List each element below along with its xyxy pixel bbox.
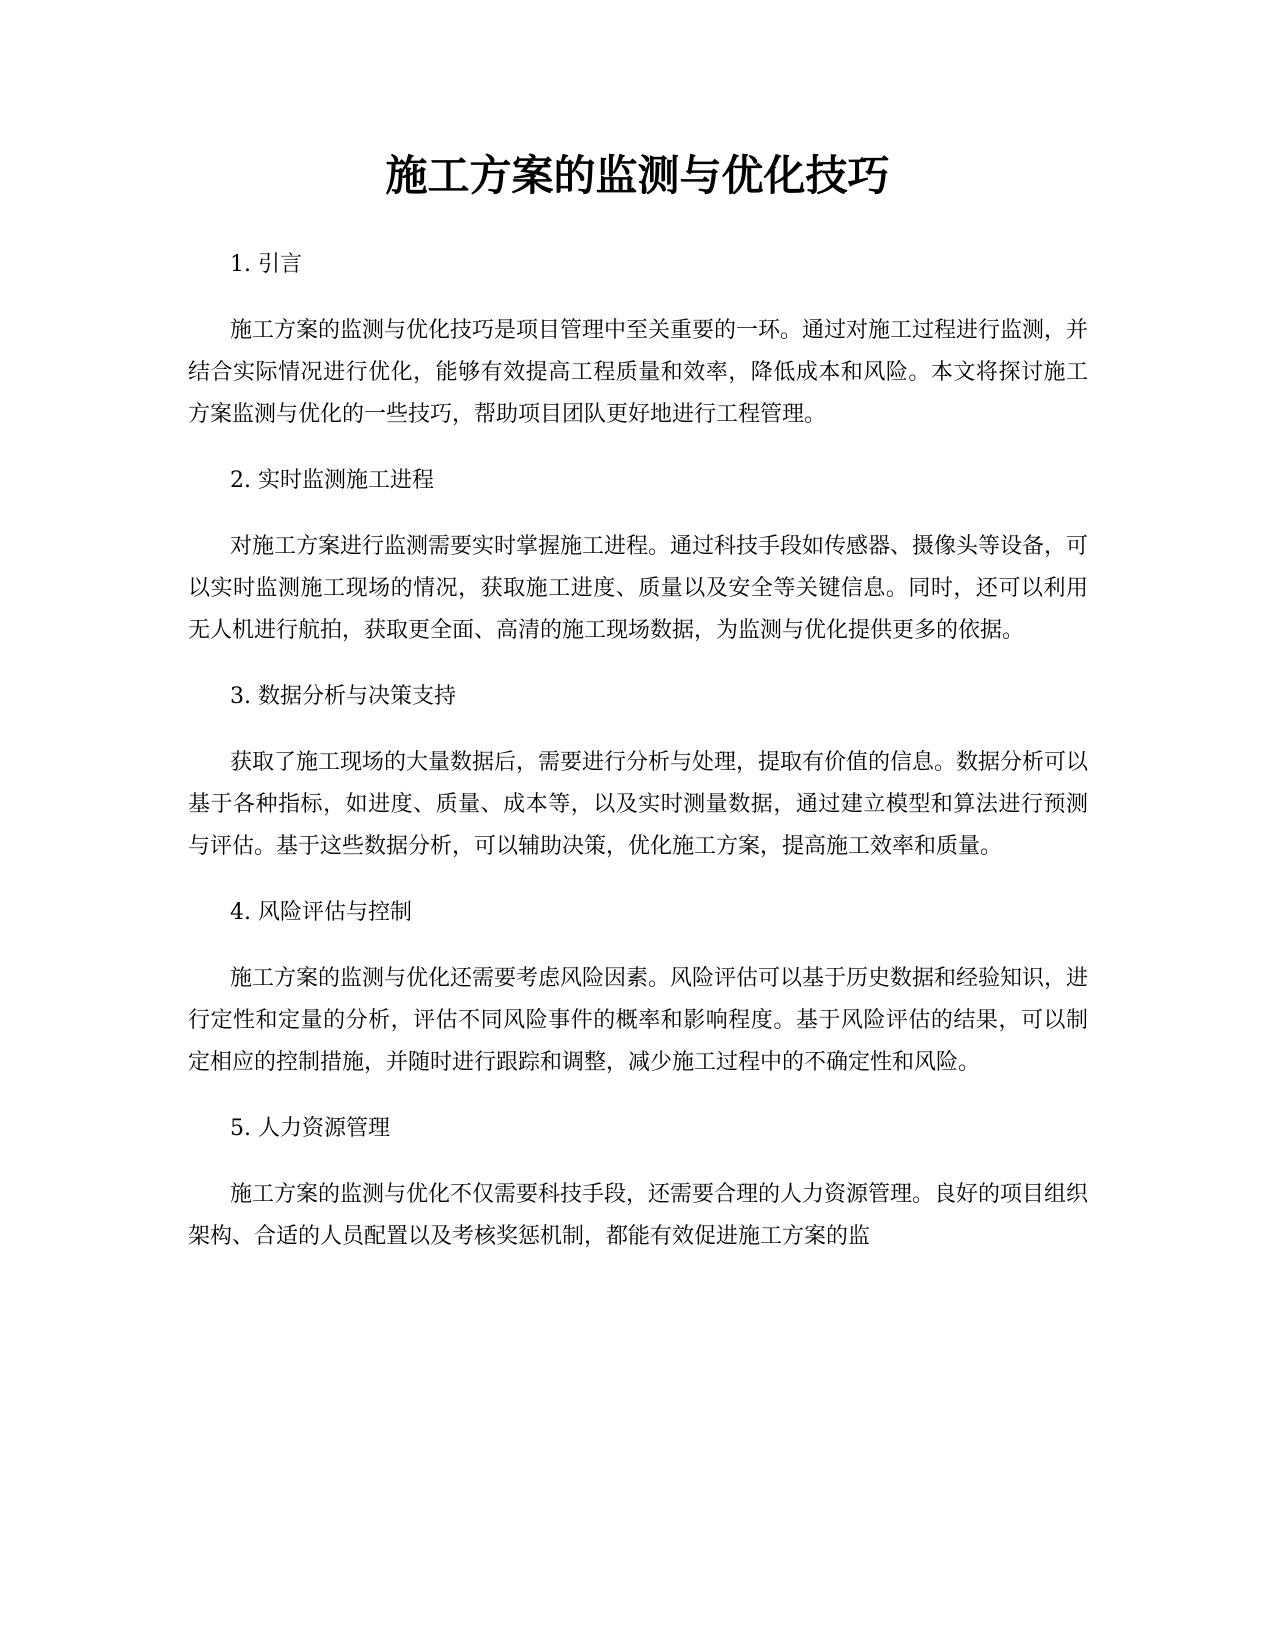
section-paragraph-risk-assessment: 施工方案的监测与优化还需要考虑风险因素。风险评估可以基于历史数据和经验知识，进行定性和定量的分析，评估不同风险事件的概率和影响程度。基于风险评估的结果，可以制定相应的控制措施，并随时进行跟踪和调整，减少施工过程中的不确定性和风险。 bbox=[188, 966, 1089, 1075]
section-heading-data-analysis: 3. 数据分析与决策支持 bbox=[230, 684, 456, 709]
section-heading-intro: 1. 引言 bbox=[230, 252, 302, 277]
spacer bbox=[188, 1084, 1088, 1108]
spacer bbox=[188, 436, 1088, 460]
spacer bbox=[188, 652, 1088, 676]
section-paragraph-realtime-monitoring: 对施工方案进行监测需要实时掌握施工进程。通过科技手段如传感器、摄像头等设备，可以实时监测施工现场的情况，获取施工进度、质量以及安全等关键信息。同时，还可以利用无人机进行航拍，获取更全面、高清的施工现场数据，为监测与优化提供更多的依据。 bbox=[188, 534, 1089, 643]
spacer bbox=[188, 934, 1088, 958]
spacer bbox=[188, 1150, 1088, 1174]
document-body bbox=[188, 244, 1088, 1258]
section-heading-realtime-monitoring: 2. 实时监测施工进程 bbox=[230, 468, 434, 493]
section-paragraph-human-resources: 施工方案的监测与优化不仅需要科技手段，还需要合理的人力资源管理。良好的项目组织架构、合适的人员配置以及考核奖惩机制，都能有效促进施工方案的监 bbox=[188, 1182, 1089, 1249]
section-heading-risk-assessment: 4. 风险评估与控制 bbox=[230, 900, 412, 925]
section-heading-human-resources: 5. 人力资源管理 bbox=[230, 1116, 390, 1141]
section-paragraph-intro: 施工方案的监测与优化技巧是项目管理中至关重要的一环。通过对施工过程进行监测，并结合实际情况进行优化，能够有效提高工程质量和效率，降低成本和风险。本文将探讨施工方案监测与优化的一些技巧，帮助项目团队更好地进行工程管理。 bbox=[188, 318, 1089, 427]
spacer bbox=[188, 718, 1088, 742]
spacer bbox=[188, 502, 1088, 526]
spacer bbox=[188, 868, 1088, 892]
document-title: 施工方案的监测与优化技巧 bbox=[385, 151, 890, 200]
section-paragraph-data-analysis: 获取了施工现场的大量数据后，需要进行分析与处理，提取有价值的信息。数据分析可以基于各种指标，如进度、质量、成本等，以及实时测量数据，通过建立模型和算法进行预测与评估。基于这些数据分析，可以辅助决策，优化施工方案，提高施工效率和质量。 bbox=[188, 750, 1089, 859]
spacer bbox=[188, 286, 1088, 310]
